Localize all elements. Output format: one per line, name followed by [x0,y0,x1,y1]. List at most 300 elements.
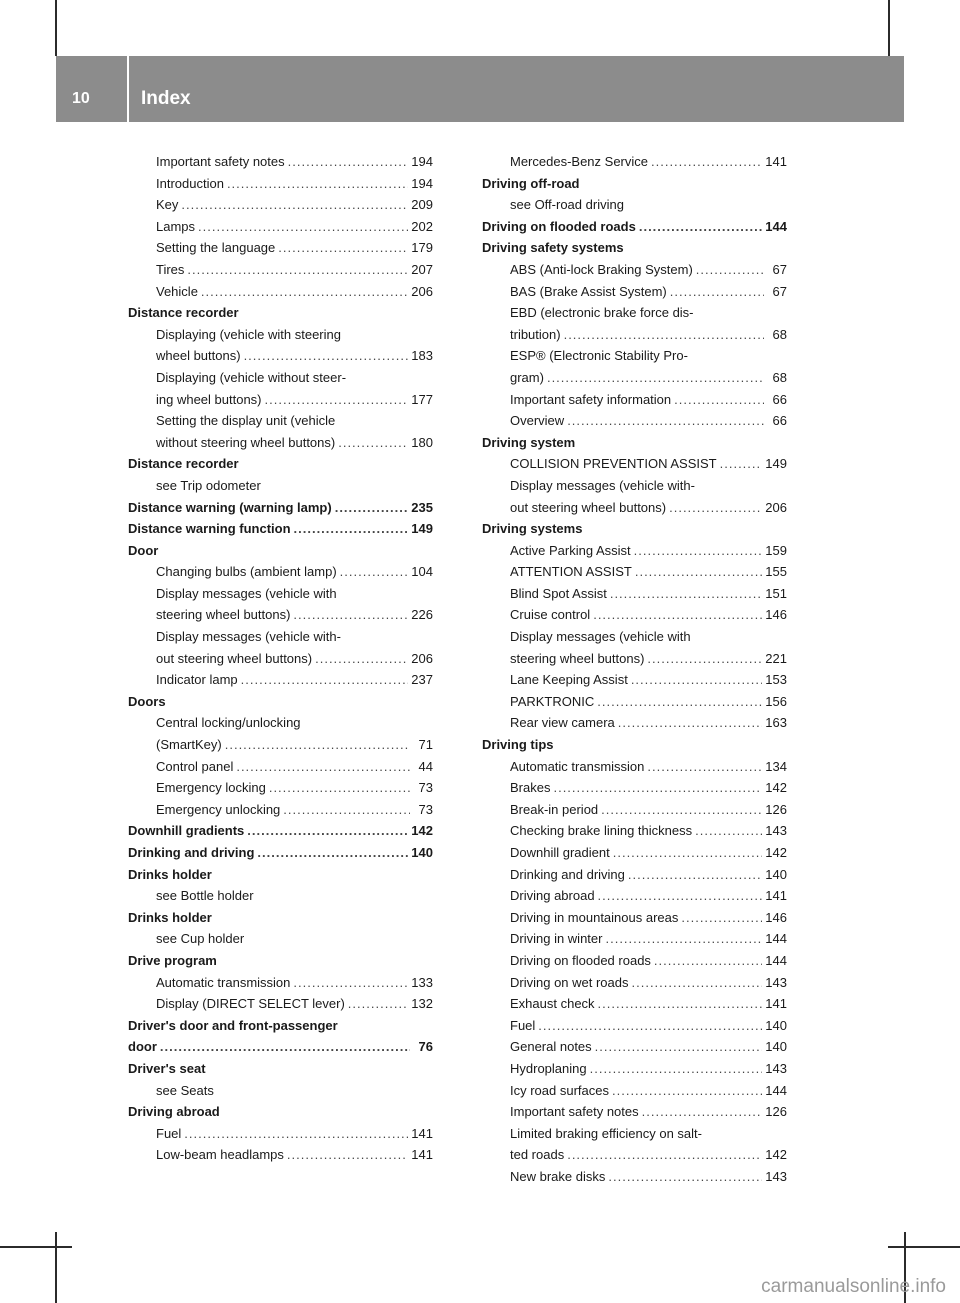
leader-dots [598,993,763,1015]
leader-dots [198,216,408,238]
index-entry [128,216,433,238]
index-entry [128,1123,433,1145]
leader-dots [631,669,762,691]
index-entry-text: Automatic transmission [510,758,645,774]
leader-dots [293,972,408,994]
index-entry [482,540,787,562]
index-page-number: 143 [765,823,787,839]
index-entry-text: Checking brake lining thickness [510,823,693,839]
leader-dots [642,1101,763,1123]
index-entry [482,626,787,648]
index-page-number: 66 [772,413,787,429]
leader-dots [184,1123,408,1145]
index-entry [482,410,787,432]
leader-dots [181,194,408,216]
index-page-number: 180 [411,434,433,450]
index-entry-text: Exhaust check [510,996,595,1012]
index-entry [482,1036,787,1058]
index-entry-text: Overview [510,413,565,429]
index-entry-text: Distance recorder [128,456,239,472]
index-entry-text: Display messages (vehicle with [510,629,691,645]
leader-dots [564,324,764,346]
index-entry-text: EBD (electronic brake force dis- [510,305,694,321]
index-page-number: 143 [765,1060,787,1076]
index-page-number: 156 [765,693,787,709]
index-entry [482,1123,787,1145]
index-page-number: 194 [411,154,433,169]
index-entry-text: Break-in period [510,801,599,817]
index-page-number: 207 [411,261,433,277]
index-entry-text: see Off-road driving [510,197,624,213]
index-entry [482,1166,787,1188]
watermark: carmanualsonline.info [761,1276,946,1297]
index-entry [128,626,433,648]
index-entry-text: Display messages (vehicle with- [510,477,695,493]
index-entry-text: Distance warning function [128,521,291,537]
index-entry [482,1101,787,1123]
index-entry-text: Indicator lamp [156,672,238,688]
index-entry-text: COLLISION PREVENTION ASSIST [510,456,717,472]
index-entry-text: Important safety notes [156,154,285,169]
index-entry-text: see Trip odometer [156,477,261,493]
index-entry [128,281,433,303]
index-heading [482,216,787,238]
index-page-number: 71 [418,737,433,753]
index-entry [482,907,787,929]
leader-dots [632,972,763,994]
index-page-number: 67 [772,261,787,277]
index-page-number: 144 [765,1082,787,1098]
index-page-number: 151 [765,585,787,601]
index-entry-text: Active Parking Assist [510,542,631,558]
index-entry [482,885,787,907]
index-page-number: 141 [765,154,787,169]
leader-dots [288,151,409,173]
index-entry-text: Control panel [156,758,234,774]
index-entry-text: Driver's seat [128,1060,206,1076]
index-page-number: 183 [411,348,433,364]
leader-dots [608,1166,762,1188]
index-entry-text: Driving system [482,434,576,450]
index-entry [482,259,787,281]
index-entry-text: Low-beam headlamps [156,1147,284,1163]
index-page-number: 76 [418,1039,433,1055]
index-page-number: 141 [411,1147,433,1163]
index-entry [482,345,787,367]
leader-dots [590,1058,763,1080]
index-entry [128,475,433,497]
index-entry [482,1080,787,1102]
leader-dots [247,820,408,842]
index-entry [482,756,787,778]
leader-dots [593,604,762,626]
index-entry-text: Lane Keeping Assist [510,672,628,688]
index-entry [128,799,433,821]
index-heading [128,453,433,475]
index-entry-text: Tires [156,261,185,277]
index-entry [128,173,433,195]
index-entry-text: Driving off-road [482,175,580,191]
index-entry-text: Drive program [128,952,217,968]
leader-dots [201,281,408,303]
index-entry [482,497,787,519]
index-entry-text: wheel buttons) [156,348,241,364]
index-entry-text: Drinks holder [128,909,212,925]
index-entry-text: (SmartKey) [156,737,222,753]
index-page-number: 142 [411,823,433,839]
index-entry [128,367,433,389]
index-entry-text: Important safety information [510,391,672,407]
index-entry [482,1015,787,1037]
index-page-number: 126 [765,1104,787,1120]
index-entry-text: without steering wheel buttons) [156,434,336,450]
index-entry-text: Driving on flooded roads [510,952,651,968]
index-entry-text: see Cup holder [156,931,245,947]
index-entry-text: Display messages (vehicle with- [156,629,341,645]
leader-dots [720,453,763,475]
index-entry-text: Automatic transmission [156,974,291,990]
index-page-number: 149 [765,456,787,472]
leader-dots [639,216,762,238]
index-entry [482,367,787,389]
index-entry [128,561,433,583]
index-page-number: 235 [411,499,433,515]
index-page-number: 141 [411,1125,433,1141]
index-page-number: 177 [411,391,433,407]
index-page-number: 179 [411,240,433,256]
leader-dots [227,173,408,195]
leader-dots [278,237,408,259]
index-entry [128,151,433,173]
index-entry-text: out steering wheel buttons) [510,499,667,515]
index-entry [128,194,433,216]
leader-dots [265,389,409,411]
index-entry-text: Blind Spot Assist [510,585,607,601]
leader-dots [674,389,764,411]
index-entry [482,324,787,346]
index-page-number: 202 [411,218,433,234]
index-page-number: 68 [772,326,787,342]
index-page-number: 144 [765,952,787,968]
page-number: 10 [72,90,90,107]
index-entry-text: General notes [510,1039,592,1055]
leader-dots [635,561,762,583]
index-page-number: 206 [765,499,787,515]
index-entry [482,993,787,1015]
index-entry [482,561,787,583]
index-entry-text: out steering wheel buttons) [156,650,313,666]
leader-dots [241,669,409,691]
index-page-number: 159 [765,542,787,558]
index-entry-text: Display messages (vehicle with [156,585,337,601]
index-heading [128,907,433,929]
index-entry [482,842,787,864]
index-entry-text: Mercedes-Benz Service [510,154,648,169]
index-page-number: 143 [765,974,787,990]
index-entry-text: Fuel [510,1017,536,1033]
index-column-right [482,151,787,1188]
index-entry [128,669,433,691]
index-entry [482,928,787,950]
index-page-number: 142 [765,845,787,860]
index-heading [128,864,433,886]
index-entry [128,237,433,259]
leader-dots [647,648,762,670]
index-page-number: 144 [765,931,787,947]
index-entry-text: Driver's door and front-passenger [128,1017,338,1033]
leader-dots [651,151,762,173]
index-entry [482,972,787,994]
index-entry-text: Distance warning (warning lamp) [128,499,332,515]
index-heading [128,691,433,713]
index-entry-text: Driving tips [482,737,554,753]
index-entry [482,712,787,734]
index-entry [482,151,787,173]
index-entry [482,475,787,497]
leader-dots [601,799,762,821]
index-entry [128,345,433,367]
index-entry [128,928,433,950]
leader-dots [244,345,409,367]
index-page-number: 140 [765,1017,787,1033]
index-entry-text: Doors [128,693,166,709]
index-entry-text: steering wheel buttons) [156,607,291,623]
index-page-number: 44 [418,758,433,774]
index-entry-text: tribution) [510,326,561,342]
index-entry-text: Setting the language [156,240,276,256]
index-entry-text: Fuel [156,1125,182,1141]
index-entry-text: Downhill gradients [128,823,245,839]
leader-dots [236,756,410,778]
index-entry [482,302,787,324]
index-entry-text: Rear view camera [510,715,615,731]
index-entry [128,648,433,670]
leader-dots [595,1036,763,1058]
index-entry [128,756,433,778]
index-entry-text: Limited braking efficiency on salt- [510,1125,702,1141]
index-entry [482,1058,787,1080]
index-heading [482,734,787,756]
index-heading [128,842,433,864]
index-entry [128,712,433,734]
leader-dots [647,756,762,778]
index-heading [128,1036,433,1058]
index-entry-text: Central locking/unlocking [156,715,301,731]
index-entry-text: gram) [510,369,544,385]
index-entry-text: Driving safety systems [482,240,624,256]
leader-dots [567,1144,762,1166]
leader-dots [634,540,763,562]
index-entry [482,691,787,713]
index-entry-text: Displaying (vehicle without steer- [156,369,347,385]
index-page-number: 146 [765,909,787,925]
index-heading [482,518,787,540]
index-page-number: 140 [765,1039,787,1055]
index-page-number: 126 [765,801,787,817]
index-entry-text: Downhill gradient [510,845,610,860]
index-entry-text: Cruise control [510,607,591,623]
leader-dots [293,604,408,626]
index-entry [482,194,787,216]
index-entry-text: Emergency locking [156,780,266,796]
index-heading [128,1015,433,1037]
leader-dots [610,583,762,605]
index-entry-text: Driving systems [482,521,583,537]
index-page-number: 134 [765,758,787,774]
index-entry [128,972,433,994]
index-entry [128,885,433,907]
leader-dots [696,259,764,281]
index-page-number: 237 [411,672,433,688]
leader-dots [612,1080,762,1102]
index-page-number: 146 [765,607,787,623]
index-page-number: 149 [411,521,433,537]
index-entry [482,583,787,605]
index-entry [482,604,787,626]
leader-dots [348,993,409,1015]
index-entry-text: ing wheel buttons) [156,391,262,407]
index-page-number: 155 [765,564,787,580]
index-entry-text: ATTENTION ASSIST [510,564,632,580]
index-entry-text: Driving on flooded roads [482,218,636,234]
index-entry-text: door [128,1039,157,1055]
index-entry-text: see Bottle holder [156,888,254,904]
index-entry [482,777,787,799]
crop-mark-bottom-left-h [0,1246,72,1248]
index-page-number: 143 [765,1168,787,1184]
index-entry-text: ted roads [510,1147,565,1163]
index-entry-text: Hydroplaning [510,1060,587,1076]
index-heading [128,518,433,540]
index-entry-text: Changing bulbs (ambient lamp) [156,564,337,580]
index-entry-text: BAS (Brake Assist System) [510,283,667,299]
index-entry [482,648,787,670]
index-page-number: 132 [411,996,433,1012]
index-entry-text: Brakes [510,780,551,796]
leader-dots [654,950,762,972]
index-entry-text: see Seats [156,1082,214,1098]
leader-dots [257,842,408,864]
index-page-number: 73 [418,801,433,817]
index-entry [128,1144,433,1166]
leader-dots [670,281,764,303]
index-page-number: 142 [765,1147,787,1163]
leader-dots [567,410,764,432]
index-page-number: 153 [765,672,787,688]
crop-mark-top-right-v [888,0,890,56]
index-entry-text: Driving in winter [510,931,603,947]
index-entry-text: New brake disks [510,1168,606,1184]
leader-dots [338,432,408,454]
index-page-number: 141 [765,996,787,1012]
leader-dots [598,885,763,907]
index-page-number: 194 [411,175,433,191]
index-entry [482,453,787,475]
index-entry [482,389,787,411]
leader-dots [553,777,762,799]
index-entry-text: ESP® (Electronic Stability Pro- [510,348,688,364]
index-entry [128,604,433,626]
leader-dots [225,734,410,756]
leader-dots [618,712,763,734]
leader-dots [538,1015,762,1037]
index-page-number: 133 [411,974,433,990]
index-heading [128,820,433,842]
index-entry [482,281,787,303]
index-entry [128,993,433,1015]
leader-dots [597,691,762,713]
index-page-number: 206 [411,650,433,666]
index-page-number: 226 [411,607,433,623]
index-entry [482,1144,787,1166]
index-entry-text: Driving on wet roads [510,974,629,990]
index-page-number: 140 [765,866,787,882]
index-entry [482,950,787,972]
index-entry [128,583,433,605]
index-page-number: 140 [411,845,433,860]
index-entry [128,734,433,756]
index-page-number: 209 [411,197,433,213]
leader-dots [628,864,762,886]
crop-mark-top-left-v [55,0,57,56]
index-entry-text: Display (DIRECT SELECT lever) [156,996,345,1012]
page-title: Index [141,88,191,109]
index-entry-text: Drinking and driving [128,845,255,860]
leader-dots [613,842,763,864]
leader-dots [547,367,764,389]
index-page-number: 142 [765,780,787,796]
index-entry [482,799,787,821]
index-entry-text: Driving in mountainous areas [510,909,679,925]
index-column-left [128,151,433,1166]
index-page-number: 68 [772,369,787,385]
index-entry-text: Key [156,197,179,213]
index-page-number: 144 [765,218,787,234]
index-heading [482,173,787,195]
leader-dots [335,497,409,519]
index-entry-text: steering wheel buttons) [510,650,645,666]
index-entry-text: Emergency unlocking [156,801,281,817]
index-entry-text: Drinking and driving [510,866,625,882]
index-heading [128,302,433,324]
index-entry-text: ABS (Anti-lock Braking System) [510,261,693,277]
index-entry-text: Displaying (vehicle with steering [156,326,341,342]
leader-dots [283,799,410,821]
index-entry [482,820,787,842]
index-entry-text: Important safety notes [510,1104,639,1120]
index-page-number: 66 [772,391,787,407]
index-entry-text: Driving abroad [128,1104,220,1120]
index-entry [128,410,433,432]
index-page-number: 221 [765,650,787,666]
index-entry-text: PARKTRONIC [510,693,595,709]
header-divider [127,56,129,122]
leader-dots [681,907,762,929]
leader-dots [269,777,410,799]
leader-dots [287,1144,408,1166]
crop-mark-bottom-left-v [55,1232,57,1303]
index-entry-text: Lamps [156,218,196,234]
index-heading [482,237,787,259]
index-entry-text: Drinks holder [128,866,212,882]
index-entry-text: Introduction [156,175,224,191]
index-entry-text: Vehicle [156,283,198,299]
index-page-number: 206 [411,283,433,299]
index-entry [482,669,787,691]
index-heading [482,432,787,454]
leader-dots [605,928,762,950]
index-entry [482,864,787,886]
